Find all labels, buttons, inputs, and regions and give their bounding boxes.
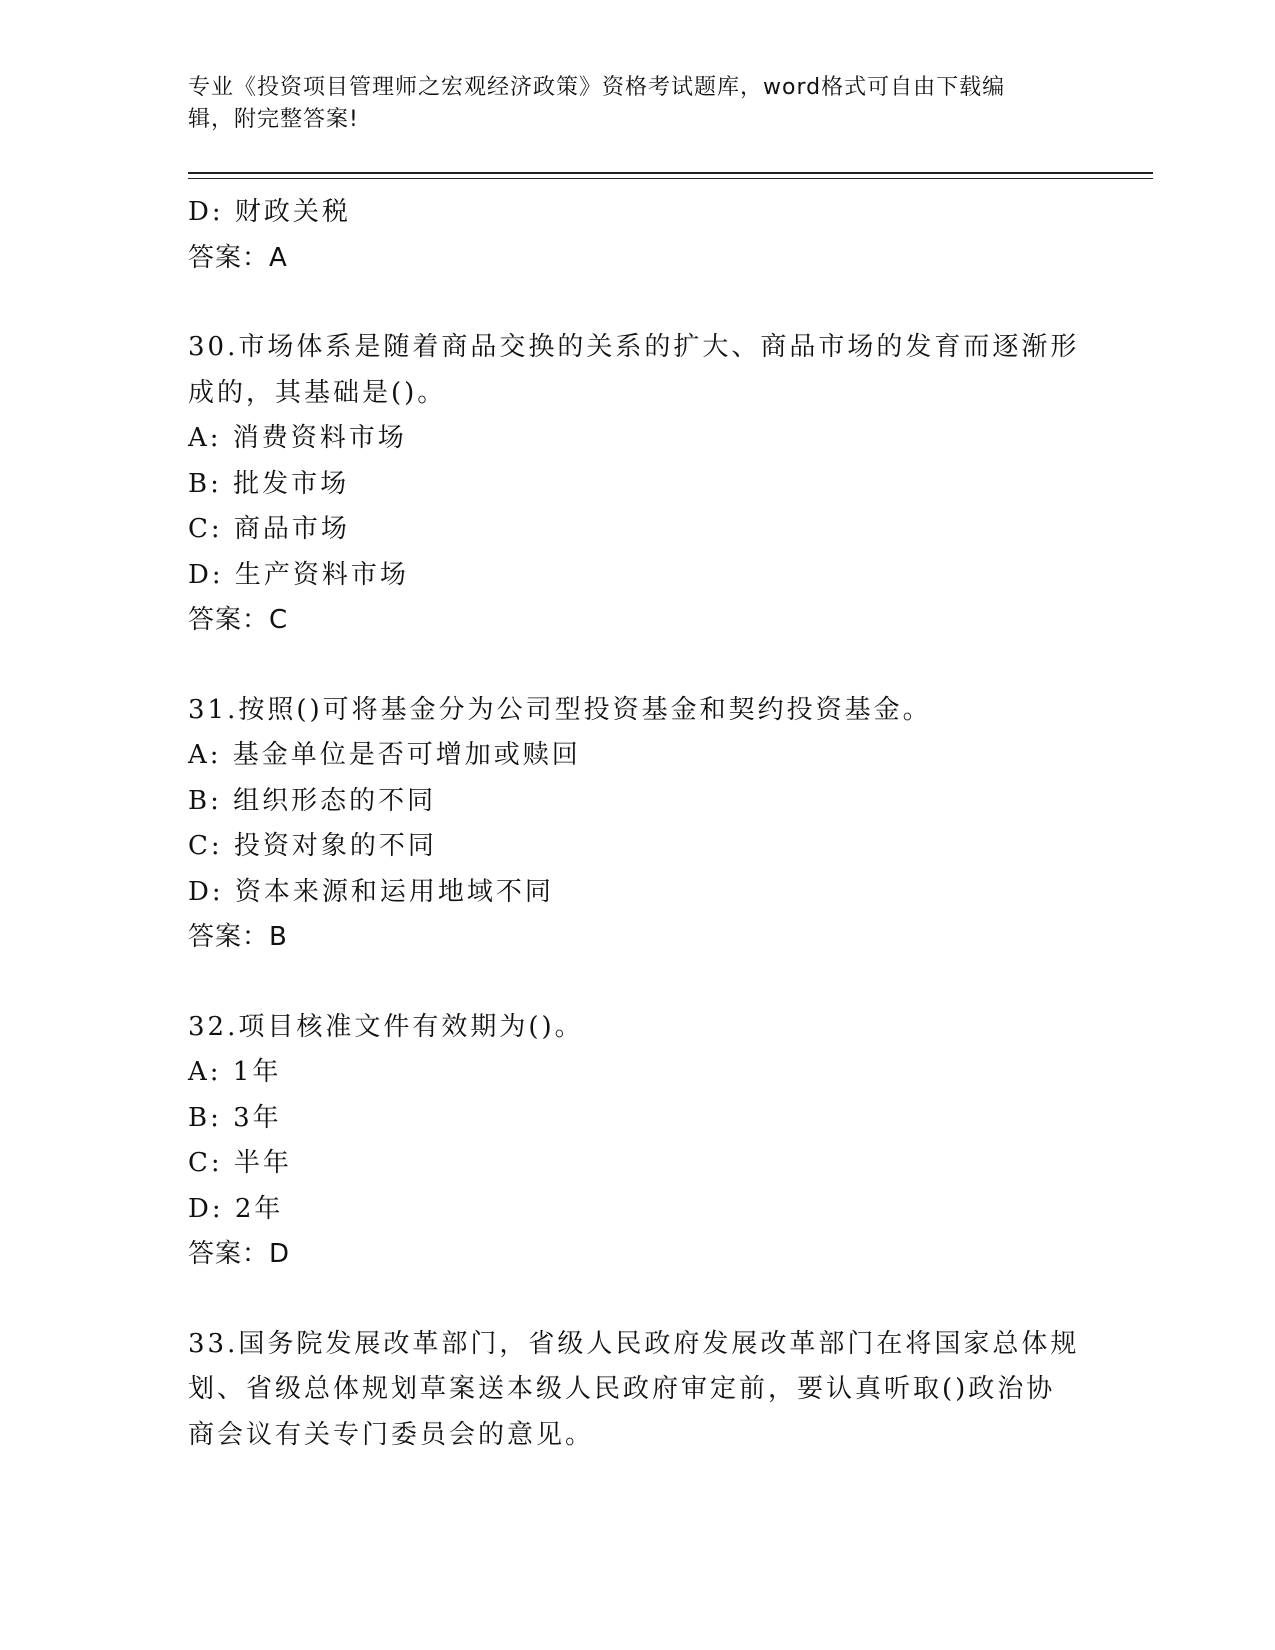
answer: 答案：A xyxy=(188,242,288,273)
option-a: A: 基金单位是否可增加或赎回 xyxy=(188,740,581,770)
previous-question-tail xyxy=(188,190,1088,281)
stem-line: 31.按照()可将基金分为公司型投资基金和契约投资基金。 xyxy=(188,694,932,725)
question-31 xyxy=(188,688,1088,961)
question-33 xyxy=(188,1322,1088,1459)
answer: 答案：D xyxy=(188,1239,291,1269)
option-a: A: 1年 xyxy=(188,1057,282,1087)
question-list xyxy=(188,190,1088,1458)
option-d: D: 生产资料市场 xyxy=(188,559,409,590)
option-b: B: 3年 xyxy=(188,1102,282,1133)
header-rule-thick xyxy=(188,172,1153,174)
option-d: D: 资本来源和运用地域不同 xyxy=(188,876,554,907)
option-c: C: 投资对象的不同 xyxy=(188,831,437,861)
option-d: D: 2年 xyxy=(188,1193,284,1224)
question-30 xyxy=(188,325,1088,644)
stem-line: 33.国务院发展改革部门，省级人民政府发展改革部门在将国家总体规 xyxy=(188,1328,1080,1359)
answer: 答案：C xyxy=(188,605,289,635)
option-b: B: 批发市场 xyxy=(188,468,350,499)
stem-line: 商会议有关专门委员会的意见。 xyxy=(188,1419,595,1450)
option-c: C: 半年 xyxy=(188,1148,292,1178)
header-rule-thin xyxy=(188,178,1153,179)
option-b: B: 组织形态的不同 xyxy=(188,785,437,816)
option-a: A: 消费资料市场 xyxy=(188,423,407,453)
question-32 xyxy=(188,1005,1088,1278)
option-d: D: 财政关税 xyxy=(188,197,351,227)
question-stem xyxy=(188,1322,1088,1459)
option-c: C: 商品市场 xyxy=(188,514,350,544)
stem-line: 划、省级总体规划草案送本级人民政府审定前，要认真听取()政治协 xyxy=(188,1374,1056,1404)
header-line-1: 专业《投资项目管理师之宏观经济政策》资格考试题库，word格式可自由下载编 xyxy=(188,75,1006,100)
question-stem xyxy=(188,325,1088,416)
stem-line: 32.项目核准文件有效期为()。 xyxy=(188,1011,584,1042)
page-header xyxy=(188,72,1068,136)
question-stem xyxy=(188,1005,1088,1051)
stem-line: 30.市场体系是随着商品交换的关系的扩大、商品市场的发育而逐渐形 xyxy=(188,332,1080,362)
header-line-2: 辑，附完整答案! xyxy=(188,107,359,132)
answer: 答案：B xyxy=(188,922,288,952)
stem-line: 成的，其基础是()。 xyxy=(188,377,447,408)
question-stem xyxy=(188,688,1088,734)
